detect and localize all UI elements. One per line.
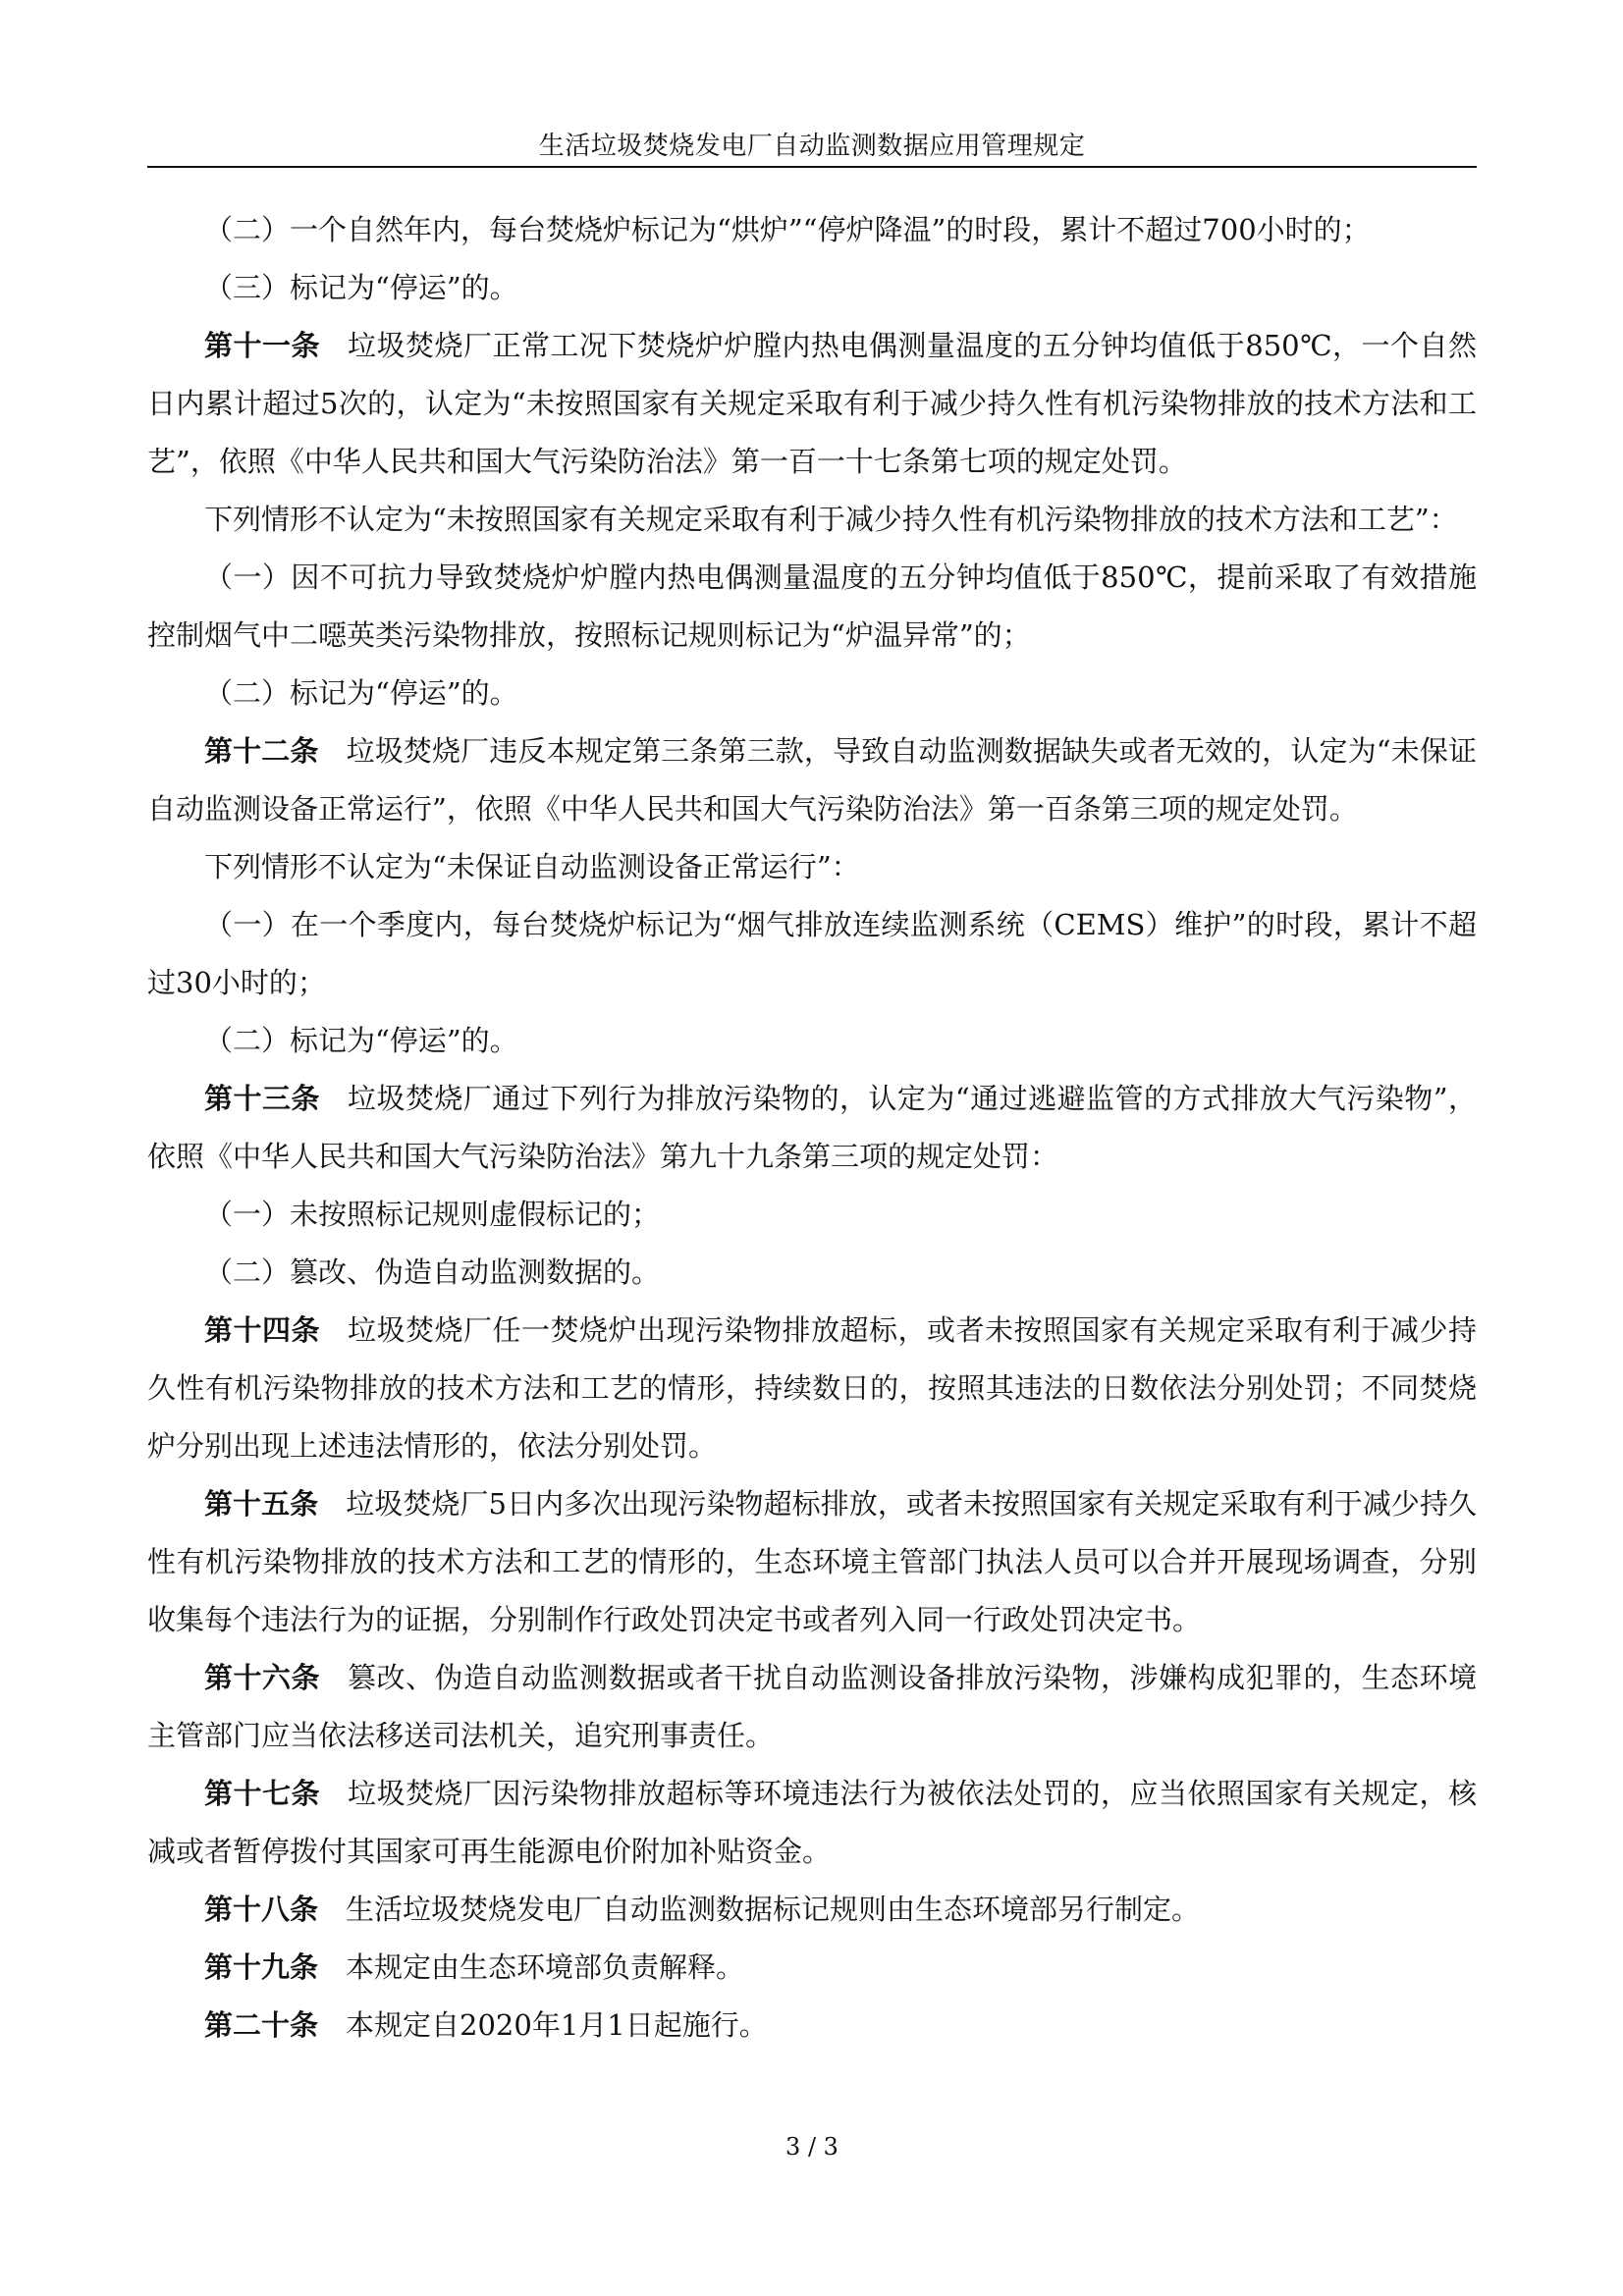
article-number: 第十九条 bbox=[204, 1950, 319, 1984]
paragraph-text: （一）未按照标记规则虚假标记的； bbox=[204, 1198, 661, 1231]
paragraph-text: 垃圾焚烧厂正常工况下焚烧炉炉膛内热电偶测量温度的五分钟均值低于850℃，一个自然日内累计超过5次的，认定为“未按照国家有关规定采取有利于减少持久性有机污染物排放的技术方法和工艺”，依照《中华人民共和国大气污染防治法》第一百一十七条第七项的规定处罚。 bbox=[147, 329, 1477, 478]
paragraph-text: （二）标记为“停运”的。 bbox=[204, 676, 518, 710]
paragraph-text: 垃圾焚烧厂5日内多次出现污染物超标排放，或者未按照国家有关规定采取有利于减少持久性有机污染物排放的技术方法和工艺的情形的，生态环境主管部门执法人员可以合并开展现场调查，分别收集每个违法行为的证据，分别制作行政处罚决定书或者列入同一行政处罚决定书。 bbox=[147, 1487, 1477, 1636]
paragraph-text: 本规定自2020年1月1日起施行。 bbox=[346, 2008, 768, 2042]
paragraph-text: 篡改、伪造自动监测数据或者干扰自动监测设备排放污染物，涉嫌构成犯罪的，生态环境主管部门应当依法移送司法机关，追究刑事责任。 bbox=[147, 1661, 1477, 1752]
paragraph bbox=[147, 1939, 1477, 1997]
paragraph-text: （一）在一个季度内，每台焚烧炉标记为“烟气排放连续监测系统（CEMS）维护”的时段，累计不超过30小时的； bbox=[147, 908, 1477, 999]
paragraph bbox=[147, 1475, 1477, 1649]
article-number: 第十二条 bbox=[204, 734, 319, 768]
paragraph-text: 生活垃圾焚烧发电厂自动监测数据标记规则由生态环境部另行制定。 bbox=[346, 1893, 1201, 1926]
paragraph bbox=[147, 896, 1477, 1012]
paragraph bbox=[147, 1649, 1477, 1765]
page-number: 3 / 3 bbox=[785, 2133, 839, 2161]
paragraph-text: 垃圾焚烧厂违反本规定第三条第三款，导致自动监测数据缺失或者无效的，认定为“未保证自动监测设备正常运行”，依照《中华人民共和国大气污染防治法》第一百条第三项的规定处罚。 bbox=[147, 734, 1477, 826]
header-divider bbox=[147, 166, 1477, 168]
paragraph-text: 垃圾焚烧厂任一焚烧炉出现污染物排放超标，或者未按照国家有关规定采取有利于减少持久性有机污染物排放的技术方法和工艺的情形，持续数日的，按照其违法的日数依法分别处罚；不同焚烧炉分别出现上述违法情形的，依法分别处罚。 bbox=[147, 1313, 1477, 1463]
article-number: 第二十条 bbox=[204, 2008, 319, 2042]
paragraph bbox=[147, 665, 1477, 722]
paragraph bbox=[147, 1070, 1477, 1186]
page-header-title: 生活垃圾焚烧发电厂自动监测数据应用管理规定 bbox=[538, 132, 1086, 161]
paragraph bbox=[147, 201, 1477, 259]
paragraph-text: 本规定由生态环境部负责解释。 bbox=[346, 1950, 745, 1984]
paragraph-text: 垃圾焚烧厂通过下列行为排放污染物的，认定为“通过逃避监管的方式排放大气污染物”，依照《中华人民共和国大气污染防治法》第九十九条第三项的规定处罚： bbox=[147, 1082, 1477, 1173]
paragraph bbox=[147, 838, 1477, 896]
article-number: 第十一条 bbox=[204, 329, 320, 362]
paragraph-text: 下列情形不认定为“未保证自动监测设备正常运行”： bbox=[204, 850, 860, 883]
paragraph bbox=[147, 1765, 1477, 1881]
paragraph bbox=[147, 722, 1477, 838]
paragraph bbox=[147, 1186, 1477, 1244]
paragraph bbox=[147, 1244, 1477, 1302]
article-number: 第十三条 bbox=[204, 1082, 320, 1115]
article-number: 第十四条 bbox=[204, 1313, 320, 1347]
paragraph bbox=[147, 259, 1477, 317]
paragraph bbox=[147, 1302, 1477, 1475]
article-number: 第十六条 bbox=[204, 1661, 320, 1694]
paragraph bbox=[147, 549, 1477, 665]
paragraph-text: （二）一个自然年内，每台焚烧炉标记为“烘炉”“停炉降温”的时段，累计不超过700小时的； bbox=[204, 213, 1371, 246]
article-number: 第十五条 bbox=[204, 1487, 319, 1521]
paragraph-text: 垃圾焚烧厂因污染物排放超标等环境违法行为被依法处罚的，应当依照国家有关规定，核减或者暂停拨付其国家可再生能源电价附加补贴资金。 bbox=[147, 1777, 1477, 1868]
article-number: 第十八条 bbox=[204, 1893, 319, 1926]
article-number: 第十七条 bbox=[204, 1777, 320, 1810]
paragraph bbox=[147, 317, 1477, 491]
paragraph-text: （三）标记为“停运”的。 bbox=[204, 271, 518, 304]
paragraph-text: （二）篡改、伪造自动监测数据的。 bbox=[204, 1255, 661, 1289]
paragraph bbox=[147, 1012, 1477, 1070]
paragraph bbox=[147, 1997, 1477, 2055]
paragraph-text: 下列情形不认定为“未按照国家有关规定采取有利于减少持久性有机污染物排放的技术方法和工艺”： bbox=[204, 503, 1458, 536]
document-body bbox=[147, 201, 1477, 2055]
paragraph bbox=[147, 491, 1477, 549]
paragraph-text: （二）标记为“停运”的。 bbox=[204, 1024, 518, 1057]
paragraph bbox=[147, 1881, 1477, 1939]
paragraph-text: （一）因不可抗力导致焚烧炉炉膛内热电偶测量温度的五分钟均值低于850℃，提前采取了有效措施控制烟气中二噁英类污染物排放，按照标记规则标记为“炉温异常”的； bbox=[147, 561, 1477, 652]
